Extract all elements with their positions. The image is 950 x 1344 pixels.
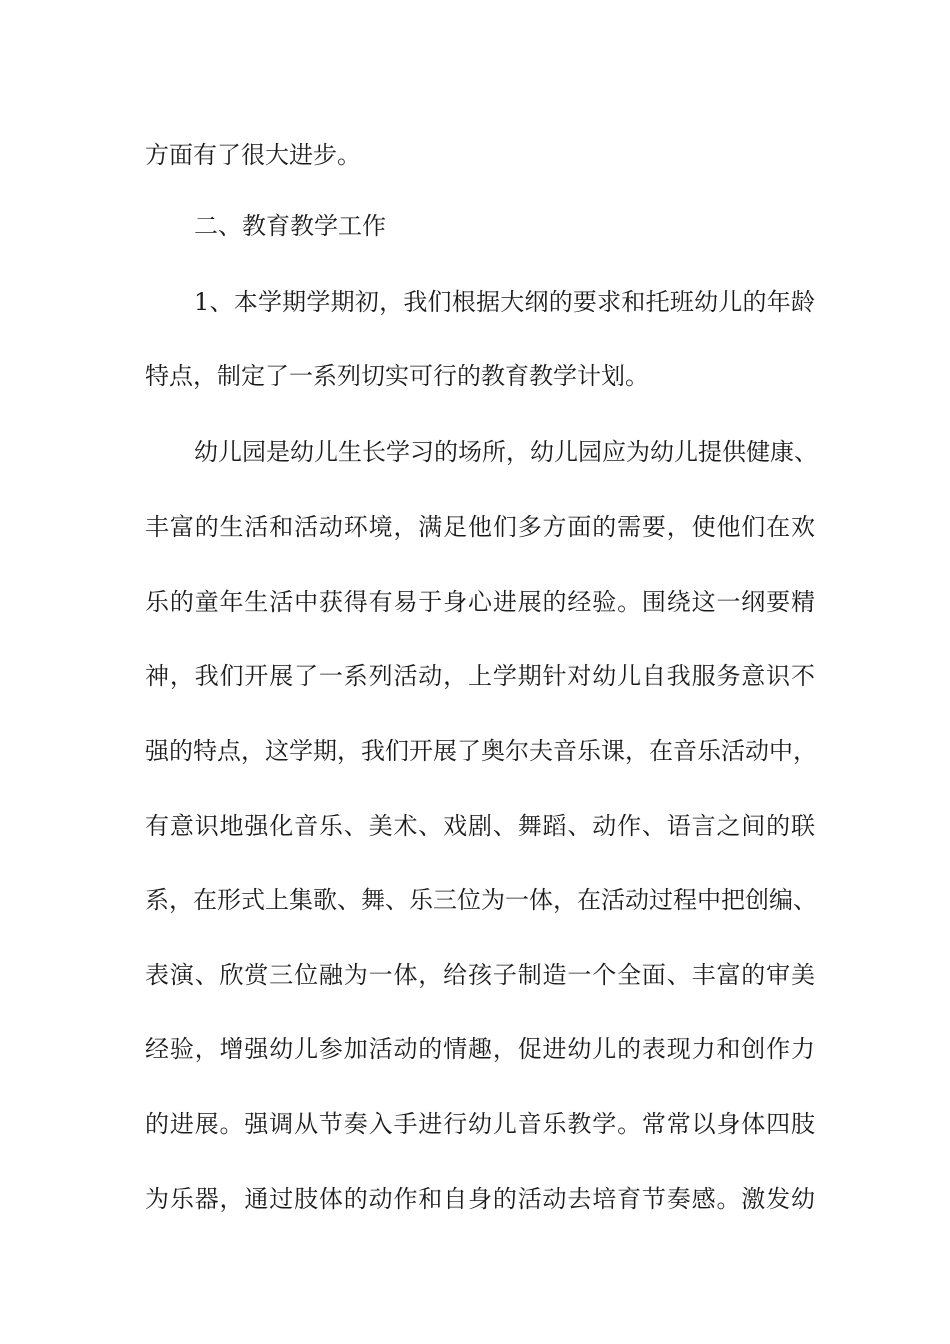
paragraph-line: 系，在形式上集歌、舞、乐三位为一体，在活动过程中把创编、 bbox=[145, 886, 817, 914]
paragraph-line: 表演、欣赏三位融为一体，给孩子制造一个全面、丰富的审美 bbox=[145, 961, 815, 989]
paragraph-line: 方面有了很大进步。 bbox=[145, 141, 361, 169]
paragraph-line: 为乐器，通过肢体的动作和自身的活动去培育节奏感。激发幼 bbox=[145, 1185, 815, 1213]
section-heading: 二、教育教学工作 bbox=[194, 212, 386, 240]
paragraph-line: 强的特点，这学期，我们开展了奥尔夫音乐课，在音乐活动中， bbox=[145, 737, 817, 765]
paragraph-line: 特点，制定了一系列切实可行的教育教学计划。 bbox=[145, 362, 649, 390]
paragraph-line: 经验，增强幼儿参加活动的情趣，促进幼儿的表现力和创作力 bbox=[145, 1035, 815, 1063]
paragraph-line: 有意识地强化音乐、美术、戏剧、舞蹈、动作、语言之间的联 bbox=[145, 812, 815, 840]
paragraph-line: 乐的童年生活中获得有易于身心进展的经验。围绕这一纲要精 bbox=[145, 588, 815, 616]
paragraph-line: 幼儿园是幼儿生长学习的场所，幼儿园应为幼儿提供健康、 bbox=[194, 438, 818, 466]
paragraph-line: 丰富的生活和活动环境，满足他们多方面的需要，使他们在欢 bbox=[145, 513, 815, 541]
paragraph-line: 的进展。强调从节奏入手进行幼儿音乐教学。常常以身体四肢 bbox=[145, 1110, 815, 1138]
paragraph-line: 1、本学期学期初，我们根据大纲的要求和托班幼儿的年龄 bbox=[194, 288, 815, 316]
paragraph-line: 神，我们开展了一系列活动，上学期针对幼儿自我服务意识不 bbox=[145, 662, 815, 690]
